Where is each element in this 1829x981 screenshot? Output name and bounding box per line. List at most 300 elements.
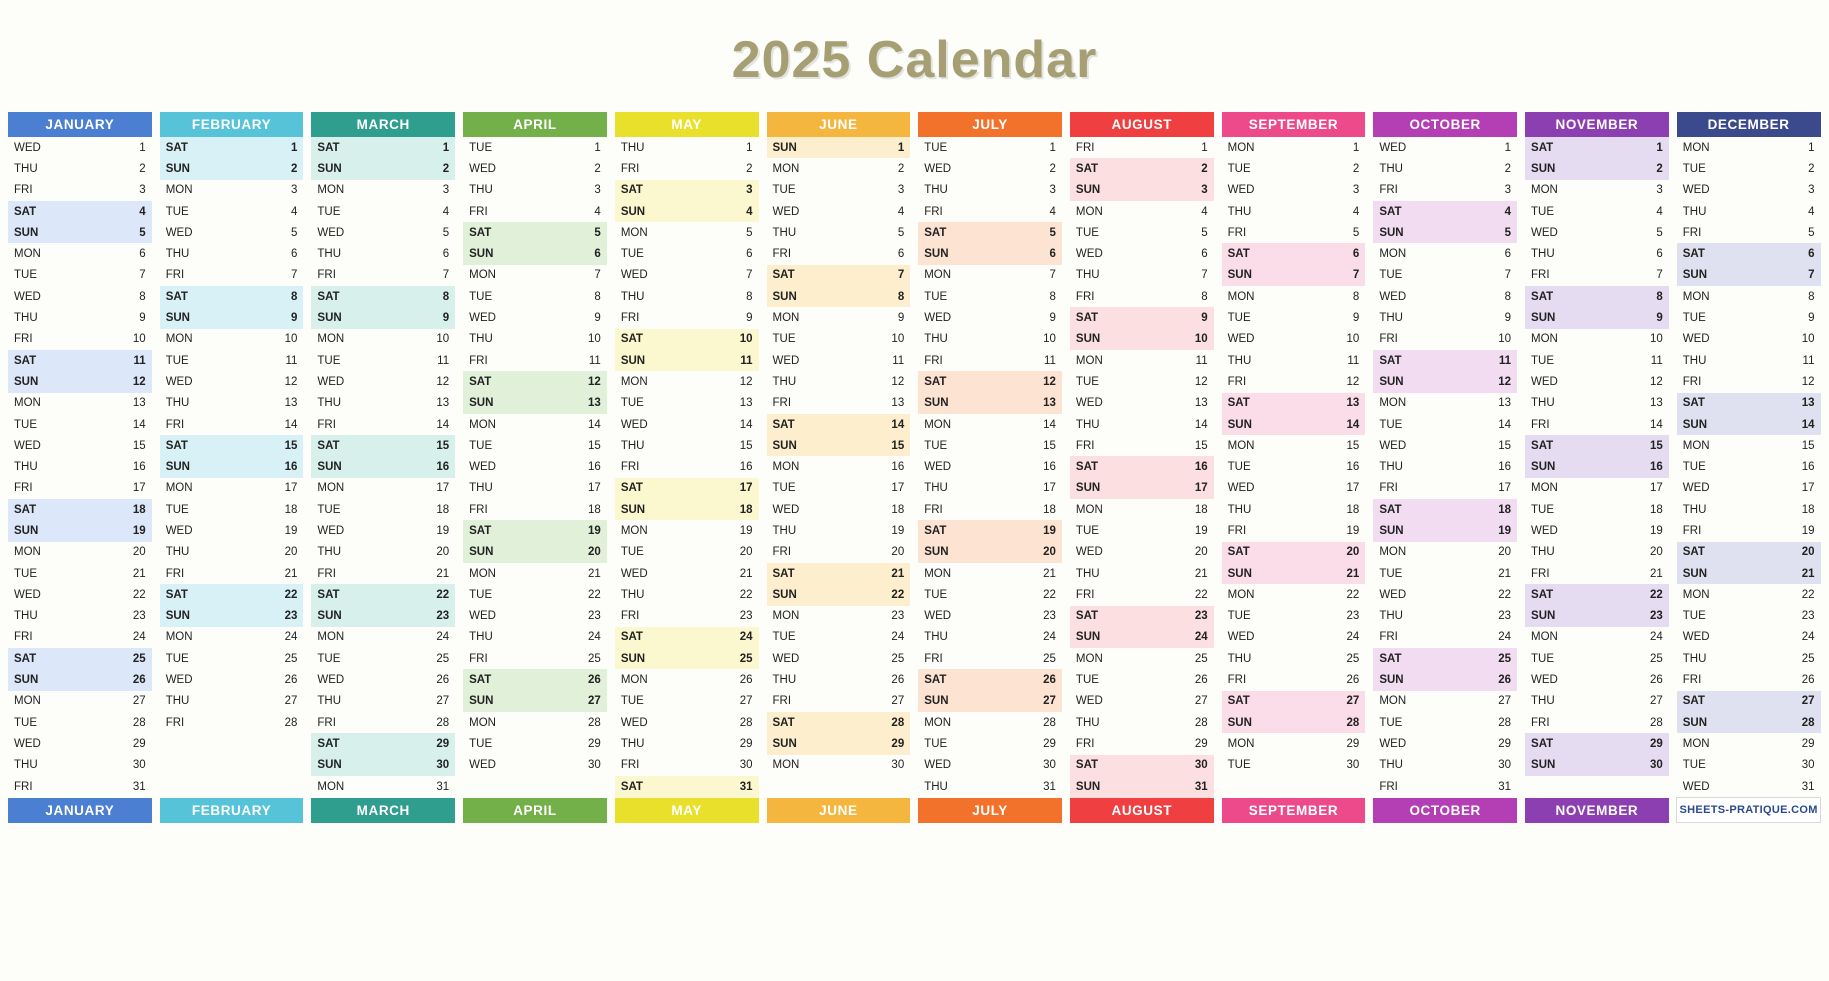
day-cell[interactable] [1070, 307, 1214, 328]
day-cell[interactable] [160, 350, 304, 371]
day-cell[interactable] [1373, 606, 1517, 627]
day-cell[interactable] [1222, 435, 1366, 456]
day-cell[interactable] [615, 584, 759, 605]
day-cell[interactable] [463, 563, 607, 584]
day-cell[interactable] [311, 542, 455, 563]
day-cell[interactable] [311, 180, 455, 201]
day-cell[interactable] [311, 627, 455, 648]
day-cell[interactable] [1525, 371, 1669, 392]
day-cell[interactable] [1373, 669, 1517, 690]
day-cell[interactable] [311, 137, 455, 158]
day-cell[interactable] [160, 393, 304, 414]
day-cell[interactable] [1677, 243, 1821, 264]
day-cell[interactable] [1525, 712, 1669, 733]
day-cell[interactable] [1525, 520, 1669, 541]
day-cell[interactable] [8, 542, 152, 563]
day-cell[interactable] [1070, 712, 1214, 733]
day-cell[interactable] [311, 158, 455, 179]
day-cell[interactable] [8, 627, 152, 648]
day-cell[interactable] [1677, 158, 1821, 179]
day-cell[interactable] [615, 712, 759, 733]
day-cell[interactable] [463, 350, 607, 371]
day-cell[interactable] [918, 329, 1062, 350]
day-cell[interactable] [1222, 712, 1366, 733]
day-cell[interactable] [1070, 222, 1214, 243]
day-cell[interactable] [615, 499, 759, 520]
day-cell[interactable] [1677, 307, 1821, 328]
day-cell[interactable] [1373, 201, 1517, 222]
day-cell[interactable] [918, 520, 1062, 541]
day-cell[interactable] [160, 563, 304, 584]
day-cell[interactable] [918, 542, 1062, 563]
day-cell[interactable] [1070, 776, 1214, 798]
day-cell[interactable] [1222, 478, 1366, 499]
day-cell[interactable] [918, 371, 1062, 392]
day-cell[interactable] [1070, 563, 1214, 584]
day-cell[interactable] [918, 563, 1062, 584]
day-cell[interactable] [1222, 414, 1366, 435]
day-cell[interactable] [767, 520, 911, 541]
day-cell[interactable] [918, 669, 1062, 690]
day-cell[interactable] [1677, 201, 1821, 222]
day-cell[interactable] [918, 733, 1062, 754]
day-cell[interactable] [8, 584, 152, 605]
day-cell[interactable] [918, 478, 1062, 499]
day-cell[interactable] [8, 393, 152, 414]
day-cell[interactable] [463, 691, 607, 712]
day-cell[interactable] [1373, 648, 1517, 669]
day-cell[interactable] [1373, 520, 1517, 541]
day-cell[interactable] [615, 733, 759, 754]
day-cell[interactable] [1373, 755, 1517, 776]
day-cell[interactable] [311, 201, 455, 222]
day-cell[interactable] [918, 222, 1062, 243]
day-cell[interactable] [8, 606, 152, 627]
day-cell[interactable] [1677, 755, 1821, 776]
day-cell[interactable] [767, 201, 911, 222]
day-cell[interactable] [8, 329, 152, 350]
day-cell[interactable] [311, 478, 455, 499]
day-cell[interactable] [463, 606, 607, 627]
day-cell[interactable] [311, 456, 455, 477]
day-cell[interactable] [1222, 393, 1366, 414]
day-cell[interactable] [8, 435, 152, 456]
day-cell[interactable] [8, 286, 152, 307]
day-cell[interactable] [1373, 158, 1517, 179]
day-cell[interactable] [1222, 350, 1366, 371]
day-cell[interactable] [311, 733, 455, 754]
day-cell[interactable] [1677, 371, 1821, 392]
day-cell[interactable] [1222, 691, 1366, 712]
day-cell[interactable] [1070, 584, 1214, 605]
day-cell[interactable] [1070, 520, 1214, 541]
day-cell[interactable] [1525, 393, 1669, 414]
day-cell[interactable] [1222, 499, 1366, 520]
day-cell[interactable] [8, 669, 152, 690]
day-cell[interactable] [1677, 222, 1821, 243]
day-cell[interactable] [767, 371, 911, 392]
day-cell[interactable] [615, 350, 759, 371]
day-cell[interactable] [1525, 435, 1669, 456]
day-cell[interactable] [1677, 414, 1821, 435]
day-cell[interactable] [8, 499, 152, 520]
day-cell[interactable] [1525, 180, 1669, 201]
day-cell[interactable] [1222, 180, 1366, 201]
day-cell[interactable] [160, 478, 304, 499]
day-cell[interactable] [1222, 456, 1366, 477]
day-cell[interactable] [8, 158, 152, 179]
day-cell[interactable] [1677, 456, 1821, 477]
day-cell[interactable] [463, 435, 607, 456]
day-cell[interactable] [1373, 137, 1517, 158]
day-cell[interactable] [1373, 435, 1517, 456]
day-cell[interactable] [918, 606, 1062, 627]
day-cell[interactable] [160, 712, 304, 733]
day-cell[interactable] [8, 243, 152, 264]
day-cell[interactable] [615, 393, 759, 414]
day-cell[interactable] [160, 201, 304, 222]
day-cell[interactable] [1373, 733, 1517, 754]
day-cell[interactable] [1677, 733, 1821, 754]
day-cell[interactable] [1373, 307, 1517, 328]
day-cell[interactable] [918, 243, 1062, 264]
day-cell[interactable] [311, 350, 455, 371]
day-cell[interactable] [1525, 158, 1669, 179]
day-cell[interactable] [1222, 222, 1366, 243]
day-cell[interactable] [767, 414, 911, 435]
day-cell[interactable] [311, 712, 455, 733]
day-cell[interactable] [1070, 733, 1214, 754]
day-cell[interactable] [1222, 627, 1366, 648]
day-cell[interactable] [767, 755, 911, 776]
day-cell[interactable] [918, 755, 1062, 776]
day-cell[interactable] [918, 584, 1062, 605]
day-cell[interactable] [615, 691, 759, 712]
day-cell[interactable] [160, 158, 304, 179]
day-cell[interactable] [311, 755, 455, 776]
day-cell[interactable] [767, 669, 911, 690]
day-cell[interactable] [1677, 669, 1821, 690]
day-cell[interactable] [160, 542, 304, 563]
day-cell[interactable] [160, 180, 304, 201]
day-cell[interactable] [1525, 243, 1669, 264]
day-cell[interactable] [1677, 691, 1821, 712]
day-cell[interactable] [767, 499, 911, 520]
day-cell[interactable] [160, 456, 304, 477]
day-cell[interactable] [8, 307, 152, 328]
day-cell[interactable] [160, 414, 304, 435]
day-cell[interactable] [160, 329, 304, 350]
day-cell[interactable] [463, 286, 607, 307]
day-cell[interactable] [463, 158, 607, 179]
day-cell[interactable] [615, 520, 759, 541]
day-cell[interactable] [1525, 648, 1669, 669]
day-cell[interactable] [918, 414, 1062, 435]
day-cell[interactable] [160, 222, 304, 243]
day-cell[interactable] [767, 329, 911, 350]
day-cell[interactable] [311, 648, 455, 669]
day-cell[interactable] [767, 563, 911, 584]
day-cell[interactable] [8, 733, 152, 754]
day-cell[interactable] [1525, 414, 1669, 435]
day-cell[interactable] [311, 286, 455, 307]
day-cell[interactable] [8, 371, 152, 392]
day-cell[interactable] [767, 286, 911, 307]
day-cell[interactable] [8, 180, 152, 201]
day-cell[interactable] [1070, 137, 1214, 158]
day-cell[interactable] [767, 712, 911, 733]
day-cell[interactable] [1070, 606, 1214, 627]
day-cell[interactable] [1373, 265, 1517, 286]
day-cell[interactable] [767, 456, 911, 477]
day-cell[interactable] [1373, 712, 1517, 733]
day-cell[interactable] [311, 691, 455, 712]
day-cell[interactable] [1070, 456, 1214, 477]
day-cell[interactable] [1677, 137, 1821, 158]
day-cell[interactable] [1373, 286, 1517, 307]
day-cell[interactable] [1677, 350, 1821, 371]
day-cell[interactable] [918, 158, 1062, 179]
day-cell[interactable] [918, 393, 1062, 414]
day-cell[interactable] [8, 776, 152, 798]
day-cell[interactable] [463, 542, 607, 563]
day-cell[interactable] [615, 755, 759, 776]
day-cell[interactable] [463, 712, 607, 733]
day-cell[interactable] [311, 435, 455, 456]
day-cell[interactable] [160, 243, 304, 264]
day-cell[interactable] [1222, 307, 1366, 328]
day-cell[interactable] [767, 584, 911, 605]
day-cell[interactable] [918, 137, 1062, 158]
day-cell[interactable] [311, 414, 455, 435]
day-cell[interactable] [160, 137, 304, 158]
day-cell[interactable] [1070, 265, 1214, 286]
day-cell[interactable] [767, 137, 911, 158]
day-cell[interactable] [1222, 243, 1366, 264]
day-cell[interactable] [615, 542, 759, 563]
day-cell[interactable] [1677, 499, 1821, 520]
day-cell[interactable] [311, 669, 455, 690]
day-cell[interactable] [918, 286, 1062, 307]
day-cell[interactable] [1222, 201, 1366, 222]
day-cell[interactable] [1373, 371, 1517, 392]
day-cell[interactable] [1525, 137, 1669, 158]
day-cell[interactable] [1677, 712, 1821, 733]
day-cell[interactable] [767, 733, 911, 754]
day-cell[interactable] [1070, 669, 1214, 690]
day-cell[interactable] [767, 222, 911, 243]
day-cell[interactable] [463, 456, 607, 477]
day-cell[interactable] [1222, 669, 1366, 690]
day-cell[interactable] [615, 137, 759, 158]
day-cell[interactable] [1222, 542, 1366, 563]
day-cell[interactable] [767, 265, 911, 286]
day-cell[interactable] [8, 222, 152, 243]
day-cell[interactable] [160, 435, 304, 456]
day-cell[interactable] [463, 307, 607, 328]
day-cell[interactable] [767, 627, 911, 648]
day-cell[interactable] [1525, 606, 1669, 627]
day-cell[interactable] [311, 222, 455, 243]
day-cell[interactable] [1677, 329, 1821, 350]
day-cell[interactable] [615, 307, 759, 328]
day-cell[interactable] [1070, 201, 1214, 222]
day-cell[interactable] [1525, 222, 1669, 243]
day-cell[interactable] [8, 520, 152, 541]
day-cell[interactable] [1373, 329, 1517, 350]
day-cell[interactable] [615, 329, 759, 350]
day-cell[interactable] [1070, 158, 1214, 179]
day-cell[interactable] [311, 563, 455, 584]
day-cell[interactable] [8, 456, 152, 477]
day-cell[interactable] [463, 733, 607, 754]
day-cell[interactable] [463, 180, 607, 201]
day-cell[interactable] [463, 478, 607, 499]
day-cell[interactable] [1525, 733, 1669, 754]
day-cell[interactable] [1070, 478, 1214, 499]
day-cell[interactable] [1373, 584, 1517, 605]
day-cell[interactable] [160, 286, 304, 307]
day-cell[interactable] [615, 222, 759, 243]
day-cell[interactable] [1070, 648, 1214, 669]
day-cell[interactable] [1373, 499, 1517, 520]
day-cell[interactable] [767, 478, 911, 499]
day-cell[interactable] [1373, 478, 1517, 499]
day-cell[interactable] [463, 222, 607, 243]
day-cell[interactable] [1373, 350, 1517, 371]
day-cell[interactable] [1525, 478, 1669, 499]
day-cell[interactable] [311, 307, 455, 328]
day-cell[interactable] [160, 691, 304, 712]
day-cell[interactable] [1222, 371, 1366, 392]
day-cell[interactable] [767, 393, 911, 414]
day-cell[interactable] [463, 627, 607, 648]
day-cell[interactable] [615, 286, 759, 307]
day-cell[interactable] [1525, 201, 1669, 222]
day-cell[interactable] [1373, 414, 1517, 435]
day-cell[interactable] [1373, 180, 1517, 201]
day-cell[interactable] [918, 307, 1062, 328]
day-cell[interactable] [1070, 499, 1214, 520]
day-cell[interactable] [1222, 648, 1366, 669]
day-cell[interactable] [767, 435, 911, 456]
day-cell[interactable] [1373, 691, 1517, 712]
day-cell[interactable] [918, 691, 1062, 712]
day-cell[interactable] [615, 563, 759, 584]
day-cell[interactable] [463, 243, 607, 264]
day-cell[interactable] [1222, 158, 1366, 179]
day-cell[interactable] [615, 414, 759, 435]
day-cell[interactable] [1373, 222, 1517, 243]
day-cell[interactable] [1070, 691, 1214, 712]
day-cell[interactable] [1373, 776, 1517, 798]
day-cell[interactable] [1222, 329, 1366, 350]
day-cell[interactable] [1525, 286, 1669, 307]
day-cell[interactable] [1677, 435, 1821, 456]
day-cell[interactable] [1677, 393, 1821, 414]
day-cell[interactable] [1070, 393, 1214, 414]
day-cell[interactable] [1070, 286, 1214, 307]
day-cell[interactable] [8, 712, 152, 733]
day-cell[interactable] [1222, 606, 1366, 627]
day-cell[interactable] [615, 265, 759, 286]
day-cell[interactable] [311, 584, 455, 605]
day-cell[interactable] [8, 265, 152, 286]
day-cell[interactable] [311, 329, 455, 350]
day-cell[interactable] [1070, 542, 1214, 563]
day-cell[interactable] [1070, 350, 1214, 371]
day-cell[interactable] [767, 180, 911, 201]
brand-footer[interactable]: SHEETS-PRATIQUE.COM [1677, 798, 1821, 823]
day-cell[interactable] [463, 648, 607, 669]
day-cell[interactable] [1525, 307, 1669, 328]
day-cell[interactable] [1677, 286, 1821, 307]
day-cell[interactable] [918, 648, 1062, 669]
day-cell[interactable] [1677, 265, 1821, 286]
day-cell[interactable] [767, 158, 911, 179]
day-cell[interactable] [1677, 478, 1821, 499]
day-cell[interactable] [8, 755, 152, 776]
day-cell[interactable] [1677, 563, 1821, 584]
day-cell[interactable] [463, 201, 607, 222]
day-cell[interactable] [1525, 584, 1669, 605]
day-cell[interactable] [463, 393, 607, 414]
day-cell[interactable] [918, 776, 1062, 798]
day-cell[interactable] [1677, 584, 1821, 605]
day-cell[interactable] [1070, 755, 1214, 776]
day-cell[interactable] [1222, 563, 1366, 584]
day-cell[interactable] [8, 414, 152, 435]
day-cell[interactable] [463, 499, 607, 520]
day-cell[interactable] [1373, 563, 1517, 584]
day-cell[interactable] [918, 499, 1062, 520]
day-cell[interactable] [918, 712, 1062, 733]
day-cell[interactable] [463, 669, 607, 690]
day-cell[interactable] [918, 265, 1062, 286]
day-cell[interactable] [160, 371, 304, 392]
day-cell[interactable] [8, 478, 152, 499]
day-cell[interactable] [160, 584, 304, 605]
day-cell[interactable] [1525, 627, 1669, 648]
day-cell[interactable] [1525, 542, 1669, 563]
day-cell[interactable] [615, 648, 759, 669]
day-cell[interactable] [1677, 648, 1821, 669]
day-cell[interactable] [918, 456, 1062, 477]
day-cell[interactable] [1373, 243, 1517, 264]
day-cell[interactable] [1373, 393, 1517, 414]
day-cell[interactable] [615, 606, 759, 627]
day-cell[interactable] [1525, 563, 1669, 584]
day-cell[interactable] [1677, 180, 1821, 201]
day-cell[interactable] [160, 520, 304, 541]
day-cell[interactable] [767, 606, 911, 627]
day-cell[interactable] [615, 180, 759, 201]
day-cell[interactable] [615, 243, 759, 264]
day-cell[interactable] [1525, 350, 1669, 371]
day-cell[interactable] [311, 265, 455, 286]
day-cell[interactable] [463, 137, 607, 158]
day-cell[interactable] [1525, 499, 1669, 520]
day-cell[interactable] [1070, 180, 1214, 201]
day-cell[interactable] [463, 414, 607, 435]
day-cell[interactable] [918, 435, 1062, 456]
day-cell[interactable] [615, 627, 759, 648]
day-cell[interactable] [1677, 627, 1821, 648]
day-cell[interactable] [1070, 243, 1214, 264]
day-cell[interactable] [463, 329, 607, 350]
day-cell[interactable] [311, 520, 455, 541]
day-cell[interactable] [1070, 371, 1214, 392]
